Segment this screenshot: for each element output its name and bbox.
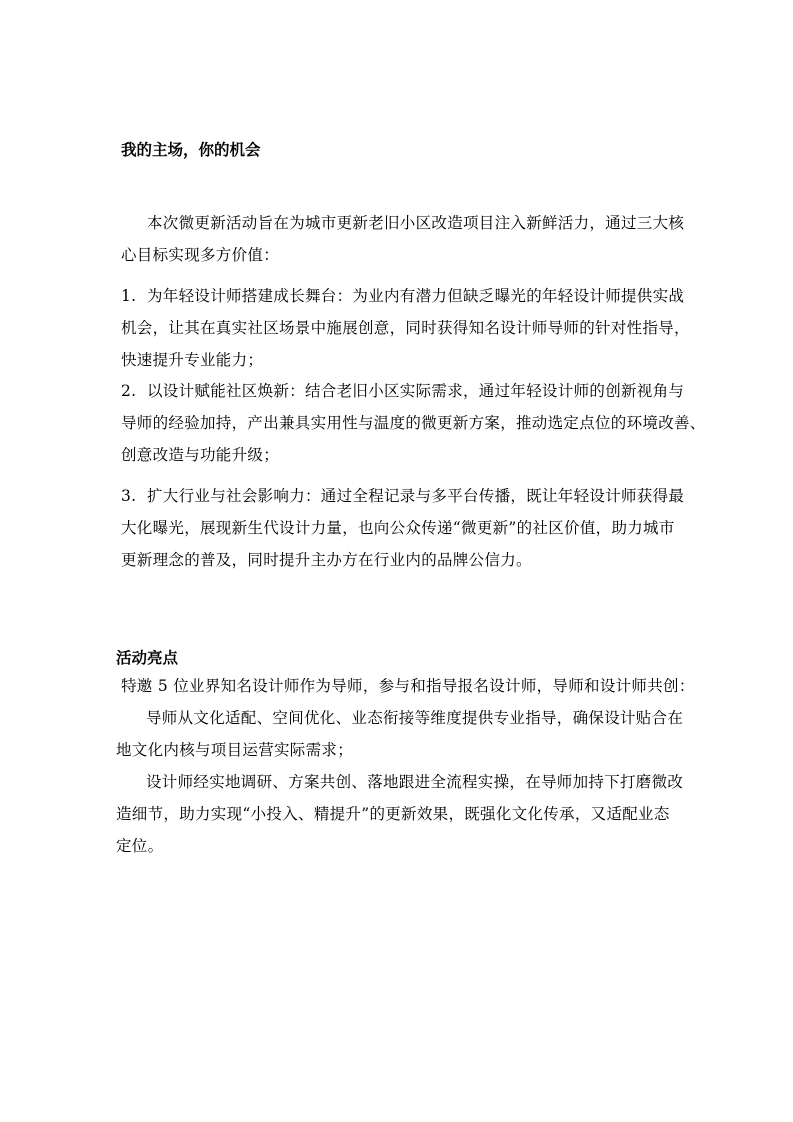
goal-line: 更新理念的普及，同时提升主办方在行业内的品牌公信力。 (121, 551, 532, 569)
section-title-highlights: 活动亮点 (116, 649, 179, 667)
goal-number: 3. (121, 487, 137, 505)
paragraph-line: 定位。 (116, 837, 164, 855)
goal-line: 导师的经验加持，产出兼具实用性与温度的微更新方案，推动选定点位的环境改善、 (121, 414, 706, 432)
paragraph-line: 造细节，助力实现“小投入、精提升”的更新效果，既强化文化传承，又适配业态 (116, 805, 670, 823)
goal-item-2 (121, 375, 706, 471)
goal-line: 创意改造与功能升级； (121, 446, 280, 464)
highlights-paragraph-2 (116, 766, 683, 862)
goal-number: 1. (121, 287, 137, 305)
paragraph-line: 设计师经实地调研、方案共创、落地跟进全流程实操，在导师加持下打磨微改 (146, 773, 684, 791)
highlights-lead (121, 670, 695, 702)
lead-line: 特邀 5 位业界知名设计师作为导师，参与和指导报名设计师，导师和设计师共创： (121, 677, 695, 695)
paragraph-line: 地文化内核与项目运营实际需求； (116, 741, 354, 759)
goal-line: 扩大行业与社会影响力：通过全程记录与多平台传播，既让年轻设计师获得最 (147, 487, 685, 505)
goal-number: 2. (121, 382, 137, 400)
goal-line: 机会，让其在真实社区场景中施展创意，同时获得知名设计师导师的针对性指导， (121, 319, 690, 337)
section-title-my-stage: 我的主场，你的机会 (121, 141, 261, 159)
goal-line: 以设计赋能社区焕新：结合老旧小区实际需求，通过年轻设计师的创新视角与 (147, 382, 685, 400)
goal-line: 快速提升专业能力； (121, 351, 264, 369)
goal-line: 为年轻设计师搭建成长舞台：为业内有潜力但缺乏曝光的年轻设计师提供实战 (147, 287, 685, 305)
highlights-paragraph-1 (116, 702, 683, 766)
intro-line: 本次微更新活动旨在为城市更新老旧小区改造项目注入新鲜活力，通过三大核 (147, 214, 685, 232)
paragraph-line: 导师从文化适配、空间优化、业态衔接等维度提供专业指导，确保设计贴合在 (146, 709, 684, 727)
goal-line: 大化曝光，展现新生代设计力量，也向公众传递“微更新”的社区价值，助力城市 (121, 519, 675, 537)
goal-item-3 (121, 480, 684, 576)
goal-item-1 (121, 280, 690, 376)
intro-line: 心目标实现多方价值： (121, 246, 280, 264)
intro-paragraph (121, 207, 684, 271)
